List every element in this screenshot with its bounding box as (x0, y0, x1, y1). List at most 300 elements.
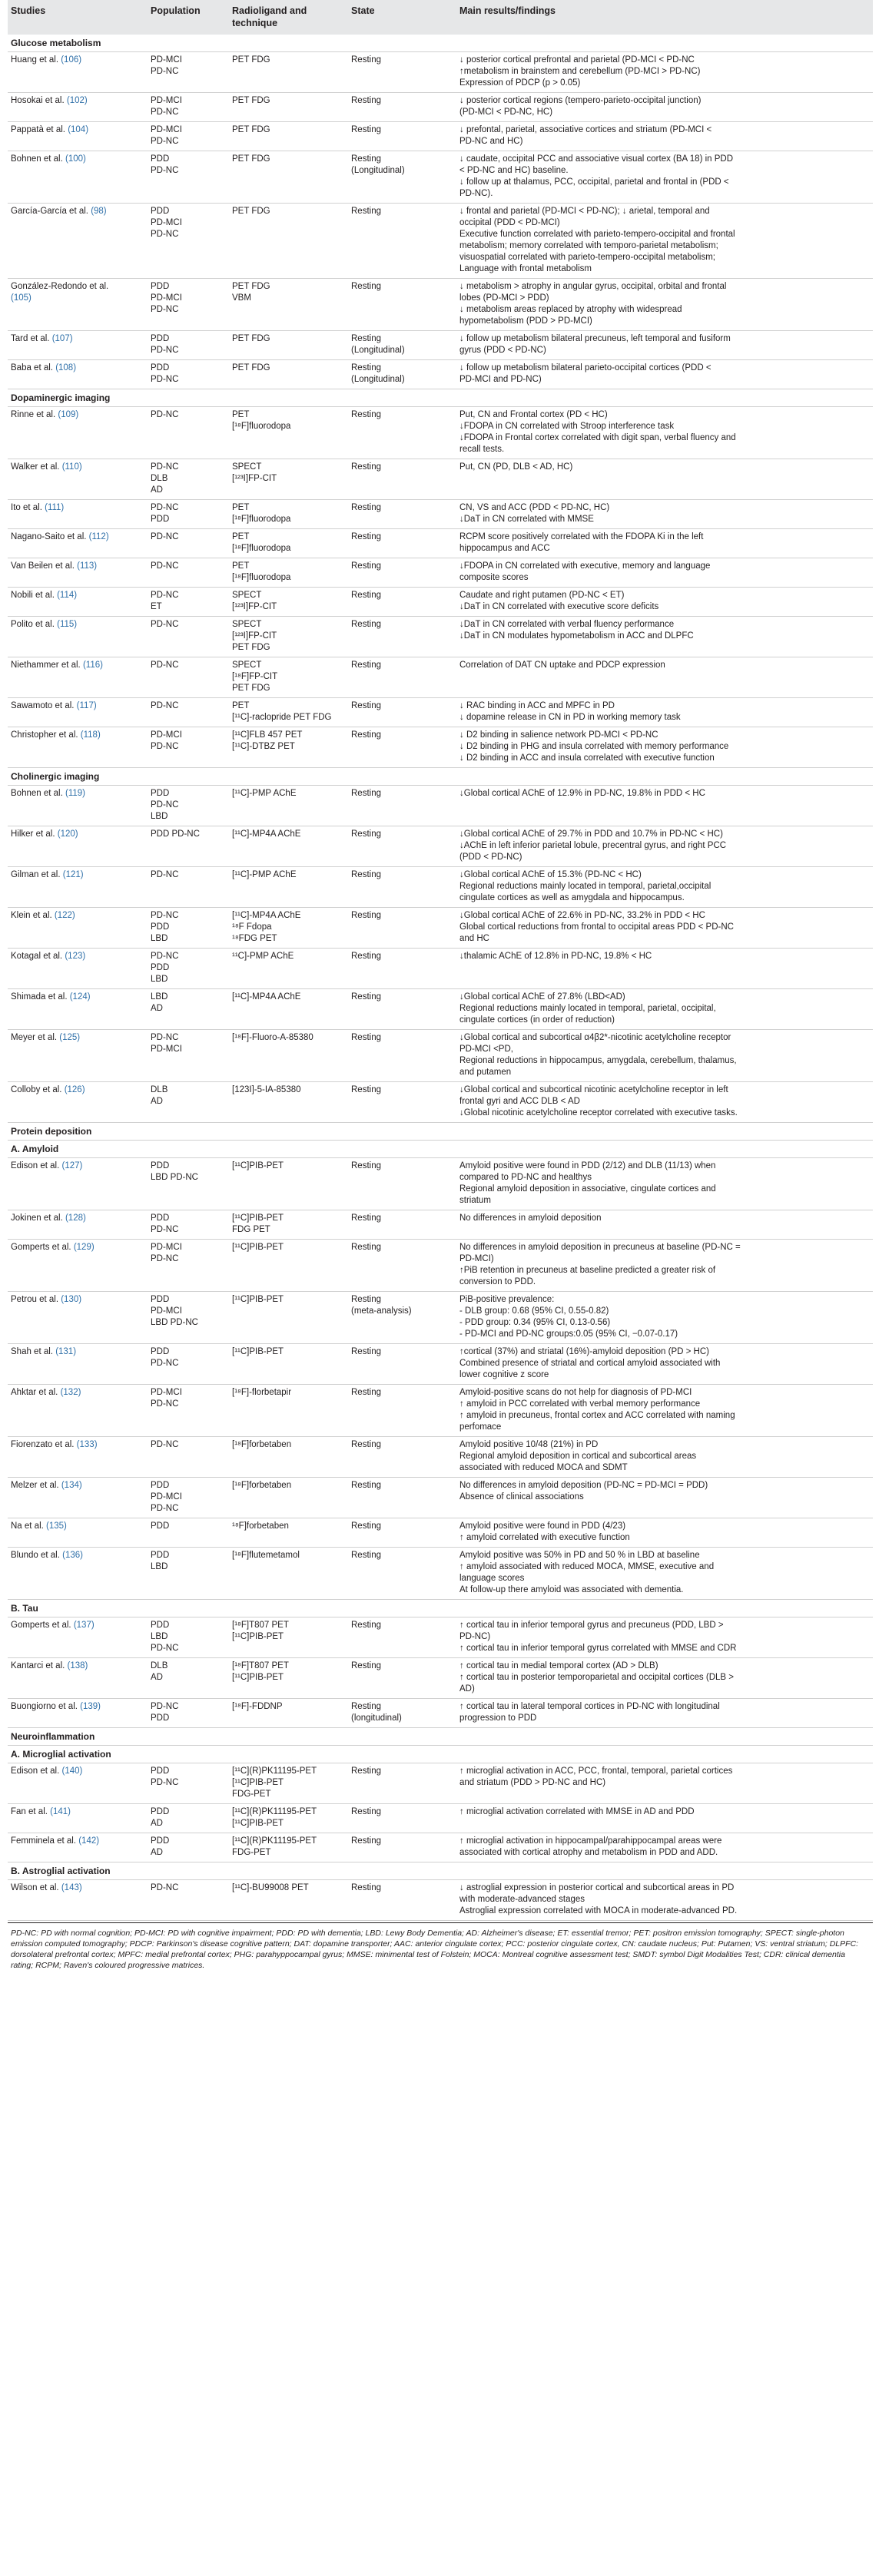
technique-cell: [¹⁸F]flutemetamol (232, 1551, 300, 1560)
state-cell: Resting (351, 55, 381, 65)
technique-cell: SPECT [¹²³I]FP-CIT (232, 462, 277, 483)
reference-link[interactable]: (128) (65, 1214, 86, 1223)
results-cell: PiB-positive prevalence: - DLB group: 0.68 (95% CI, 0.55-0.82) - PDD group: 0.34 (95% CI, 0.13-0.56) - PD-MCI and PD-NC groups:0.05 (95% CI, −0.07-0.17) (459, 1295, 678, 1339)
population-cell: PD-NC (151, 701, 179, 710)
table-row (8, 204, 873, 279)
header-radioligand: Radioligand and technique (232, 5, 307, 28)
population-cell: PD-NC PDD (151, 503, 179, 524)
results-cell: Correlation of DAT CN uptake and PDCP expression (459, 661, 665, 670)
state-cell: Resting (351, 1440, 381, 1449)
state-cell: Resting (351, 952, 381, 961)
study-name: Bohnen et al. (11, 789, 63, 798)
study-name: Meyer et al. (11, 1033, 58, 1042)
study-name: Sawamoto et al. (11, 701, 75, 710)
population-cell: PDD (151, 1521, 170, 1531)
technique-cell: PET [¹⁸F]fluorodopa (232, 503, 291, 524)
table-row (8, 588, 873, 617)
study-name: Na et al. (11, 1521, 44, 1531)
table-row (8, 93, 873, 122)
results-cell: ↓ astroglial expression in posterior cortical and subcortical areas in PD with moderate-advanced stages Astroglial expression correlated with MOCA in moderate-advanced PD. (459, 1883, 738, 1915)
reference-link[interactable]: (130) (61, 1295, 82, 1304)
section-heading: Glucose metabolism (8, 35, 873, 52)
technique-cell: PET [¹⁸F]fluorodopa (232, 410, 291, 431)
study-cell (8, 1766, 151, 1800)
state-cell: Resting (351, 591, 381, 600)
population-cell: PDD PD-NC (151, 829, 200, 839)
results-cell: No differences in amyloid deposition (PD-NC = PD-MCI = PDD) Absence of clinical associations (459, 1481, 708, 1502)
table-row (8, 867, 873, 908)
population-cell: PD-MCI PD-NC (151, 730, 182, 751)
state-cell: Resting (351, 661, 381, 670)
table-row (8, 331, 873, 360)
population-cell: PD-NC (151, 620, 179, 629)
technique-cell: [¹¹C]PIB-PET (232, 1161, 284, 1170)
study-cell (8, 1032, 151, 1078)
study-cell (8, 869, 151, 904)
table-row (8, 279, 873, 331)
study-cell (8, 951, 151, 985)
results-cell: ↓ follow up metabolism bilateral parieto-occipital cortices (PDD < PD-MCI and PD-NC) (459, 363, 711, 384)
population-cell: PD-NC (151, 661, 179, 670)
reference-link[interactable]: (112) (88, 532, 109, 541)
state-cell: Resting (Longitudinal) (351, 334, 405, 355)
technique-cell: [123I]-5-IA-85380 (232, 1085, 301, 1094)
technique-cell: PET FDG (232, 334, 270, 343)
study-cell (8, 660, 151, 694)
reference-link[interactable]: (107) (51, 334, 73, 343)
population-cell: DLB AD (151, 1661, 168, 1682)
results-cell: ↓Global cortical AChE of 12.9% in PD-NC, 19.8% in PDD < HC (459, 789, 705, 798)
study-cell (8, 910, 151, 945)
technique-cell: [¹¹C]PIB-PET (232, 1243, 284, 1252)
reference-link[interactable]: (141) (50, 1807, 71, 1816)
study-cell (8, 1084, 151, 1119)
table-row (8, 500, 873, 529)
population-cell: PDD AD (151, 1836, 170, 1857)
table-header (8, 0, 873, 35)
study-cell (8, 1550, 151, 1596)
technique-cell: [¹¹C]FLB 457 PET [¹¹C]-DTBZ PET (232, 730, 303, 751)
reference-link[interactable]: (120) (57, 829, 78, 839)
state-cell: Resting (351, 410, 381, 419)
technique-cell: [¹¹C]PIB-PET (232, 1295, 284, 1304)
study-cell (8, 1387, 151, 1433)
population-cell: PDD PD-MCI PD-NC (151, 1481, 182, 1513)
reference-link[interactable]: (104) (68, 125, 89, 134)
population-cell: PD-NC DLB AD (151, 462, 179, 495)
state-cell: Resting (351, 282, 381, 291)
table-body (8, 35, 873, 1921)
population-cell: PDD PD-NC (151, 334, 179, 355)
technique-cell: PET FDG (232, 125, 270, 134)
population-cell: PDD AD (151, 1807, 170, 1828)
study-name: Bohnen et al. (11, 154, 63, 164)
technique-cell: [¹⁸F]T807 PET [¹¹C]PIB-PET (232, 1661, 289, 1682)
study-name: Shimada et al. (11, 992, 68, 1002)
population-cell: PDD PD-NC LBD (151, 789, 179, 821)
reference-link[interactable]: (100) (65, 154, 86, 164)
results-cell: ↓ metabolism > atrophy in angular gyrus, occipital, orbital and frontal lobes (PD-MCI > PDD) ↓ metabolism areas replaced by atrophy with widespread hypometabolism (PDD > PD-MCI) (459, 282, 727, 326)
technique-cell: SPECT [¹²³I]FP-CIT PET FDG (232, 620, 277, 652)
study-cell (8, 1480, 151, 1515)
technique-cell: PET FDG VBM (232, 282, 270, 303)
reference-link[interactable]: (129) (73, 1243, 95, 1252)
table-row (8, 1437, 873, 1478)
state-cell: Resting (351, 1214, 381, 1223)
table-row (8, 1699, 873, 1728)
study-name: Nobili et al. (11, 591, 55, 600)
study-name: García-García et al. (11, 207, 88, 216)
technique-cell: PET [¹⁸F]fluorodopa (232, 561, 291, 582)
state-cell: Resting (351, 561, 381, 571)
study-name: Buongiorno et al. (11, 1702, 78, 1711)
table-row (8, 786, 873, 826)
table-footnote: PD-NC: PD with normal cognition; PD-MCI: PD with cognitive impairment; PDD: PD with dementia; LBD: Lewy Body Dementia; AD: Alzheimer's disease; ET: essential tremor; PET: positron emission tomography; SPECT: single-photon emission computed tomography; PDCP: Parkinson's disease cognitive pattern; DAT: dopamine transporter; AAC: anterior cingulate cortex; PCC: posterior cingulate cortex, CN: caudate nucleus; Put: Putamen; VS: ventral striatum; DLPFC: dorsolateral prefrontal cortex; MPFC: medial prefrontal cortex; PHG: parahyppocampal gyrus; MMSE: minimental test of Folstein; MOCA: Montreal cognitive assessment test; SMDT: symbol Digit Modalities Test; CDR: clinical dementia rating; RCPM; Raven's coloured progressive matrices. (8, 1922, 873, 1971)
results-cell: Put, CN (PD, DLB < AD, HC) (459, 462, 573, 472)
technique-cell: [¹¹C]-PMP AChE (232, 789, 297, 798)
state-cell: Resting (351, 870, 381, 879)
state-cell: Resting (351, 1521, 381, 1531)
study-name: Gomperts et al. (11, 1621, 71, 1630)
results-cell: ↑ microglial activation in ACC, PCC, frontal, temporal, parietal cortices and striatum (PDD > PD-NC and HC) (459, 1766, 733, 1787)
study-name: Edison et al. (11, 1161, 60, 1170)
population-cell: PD-MCI PD-NC (151, 125, 182, 146)
table-row (8, 407, 873, 459)
population-cell: PDD PD-MCI LBD PD-NC (151, 1295, 198, 1327)
population-cell: PD-NC (151, 1440, 179, 1449)
study-cell (8, 829, 151, 863)
state-cell: Resting (meta-analysis) (351, 1295, 412, 1316)
study-name: Gomperts et al. (11, 1243, 71, 1252)
reference-link[interactable]: (122) (54, 911, 75, 920)
study-cell (8, 1439, 151, 1474)
reference-link[interactable]: (106) (61, 55, 82, 65)
reference-link[interactable]: (102) (66, 96, 88, 105)
technique-cell: [¹¹C]-BU99008 PET (232, 1883, 309, 1892)
reference-link[interactable]: (105) (11, 293, 32, 303)
reference-link[interactable]: (123) (65, 952, 86, 961)
study-name: Edison et al. (11, 1766, 60, 1776)
technique-cell: [¹¹C]-MP4A AChE ¹⁸F Fdopa ¹⁸FDG PET (232, 911, 301, 943)
table-row (8, 1385, 873, 1437)
technique-cell: [¹¹C]PIB-PET (232, 1347, 284, 1356)
table-row (8, 122, 873, 151)
study-cell (8, 206, 151, 275)
reference-link[interactable]: (127) (61, 1161, 83, 1170)
reference-link[interactable]: (114) (57, 591, 78, 600)
table-row (8, 1210, 873, 1240)
reference-link[interactable]: (118) (80, 730, 101, 740)
study-name: Polito et al. (11, 620, 55, 629)
state-cell: Resting (351, 1161, 381, 1170)
population-cell: PDD LBD PD-NC (151, 1621, 179, 1653)
technique-cell: [¹⁸F]-florbetapir (232, 1388, 292, 1397)
reference-link[interactable]: (132) (60, 1388, 81, 1397)
table-row (8, 1292, 873, 1344)
study-name: Jokinen et al. (11, 1214, 63, 1223)
study-cell (8, 1882, 151, 1917)
technique-cell: PET FDG (232, 96, 270, 105)
subsection-heading: B. Astroglial activation (8, 1862, 873, 1880)
study-name: Petrou et al. (11, 1295, 59, 1304)
reference-link[interactable]: (140) (61, 1766, 83, 1776)
study-cell (8, 1701, 151, 1724)
population-cell: PDD PD-NC (151, 1214, 179, 1234)
study-name: Wilson et al. (11, 1883, 59, 1892)
study-cell (8, 124, 151, 147)
technique-cell: [¹⁸F]forbetaben (232, 1481, 292, 1490)
results-cell: Caudate and right putamen (PD-NC < ET) ↓DaT in CN correlated with executive score deficits (459, 591, 659, 611)
population-cell: PD-NC (151, 561, 179, 571)
study-cell (8, 1242, 151, 1288)
technique-cell: PET FDG (232, 207, 270, 216)
state-cell: Resting (351, 96, 381, 105)
study-name: Colloby et al. (11, 1085, 62, 1094)
study-cell (8, 700, 151, 723)
population-cell: PDD PD-MCI PD-NC (151, 207, 182, 239)
population-cell: PDD PD-MCI PD-NC (151, 282, 182, 314)
table-row (8, 1518, 873, 1548)
state-cell: Resting (351, 701, 381, 710)
header-studies: Studies (11, 5, 46, 16)
study-name: Van Beilen et al. (11, 561, 75, 571)
technique-cell: ¹⁸F]forbetaben (232, 1521, 289, 1531)
state-cell: Resting (351, 1766, 381, 1776)
results-cell: ↓Global cortical AChE of 15.3% (PD-NC < HC) Regional reductions mainly located in temporal, parietal,occipital cingulate cortices as well as amygdala and hippocampus. (459, 870, 711, 902)
population-cell: PD-MCI PD-NC (151, 1243, 182, 1263)
reference-link[interactable]: (139) (80, 1702, 101, 1711)
reference-link[interactable]: (121) (62, 870, 84, 879)
table-row (8, 1617, 873, 1658)
state-cell: Resting (351, 1551, 381, 1560)
table-row (8, 657, 873, 698)
reference-link[interactable]: (134) (61, 1481, 82, 1490)
table-row (8, 949, 873, 989)
study-name: Nagano-Saito et al. (11, 532, 87, 541)
population-cell: PD-NC ET (151, 591, 179, 611)
state-cell: Resting (351, 1621, 381, 1630)
reference-link[interactable]: (110) (61, 462, 82, 472)
population-cell: PDD LBD PD-NC (151, 1161, 198, 1182)
technique-cell: ¹¹C]-PMP AChE (232, 952, 294, 961)
results-cell: ↓ posterior cortical regions (tempero-parieto-occipital junction) (PD-MCI < PD-NC, HC) (459, 96, 702, 117)
reference-link[interactable]: (138) (67, 1661, 88, 1670)
study-cell (8, 363, 151, 386)
results-cell: ↓ frontal and parietal (PD-MCI < PD-NC); ↓ arietal, temporal and occipital (PDD < PD-MCI) Executive function correlated with parieto-tempero-occipital and frontal metabolism; memory correlated with temporo-parietal metabolism; visuospatial correlated with parieto-tempero-occipital metabolism; Language with frontal metabolism (459, 207, 735, 273)
results-cell: ↓Global cortical and subcortical nicotinic acetylcholine receptor in left frontal gyri and ACC DLB < AD ↓Global nicotinic acetylcholine receptor correlated with executive tasks. (459, 1085, 738, 1117)
reference-link[interactable]: (109) (58, 410, 79, 419)
study-name: Kantarci et al. (11, 1661, 65, 1670)
study-name: Femminela et al. (11, 1836, 77, 1846)
study-name: Ahktar et al. (11, 1388, 58, 1397)
results-cell: ↓ caudate, occipital PCC and associative visual cortex (BA 18) in PDD < PD-NC and HC) baseline. ↓ follow up at thalamus, PCC, occipital, parietal and frontal in (PDD < PD-NC). (459, 154, 734, 198)
technique-cell: [¹¹C](R)PK11195-PET FDG-PET (232, 1836, 317, 1857)
technique-cell: PET FDG (232, 154, 270, 164)
reference-link[interactable]: (116) (82, 661, 103, 670)
header-state: State (351, 5, 375, 16)
reference-link[interactable]: (124) (69, 992, 91, 1002)
study-cell (8, 154, 151, 200)
study-cell (8, 1620, 151, 1654)
study-cell (8, 462, 151, 496)
technique-cell: [¹¹C]-MP4A AChE (232, 829, 301, 839)
state-cell: Resting (351, 1033, 381, 1042)
results-cell: ↓Global cortical AChE of 29.7% in PDD and 10.7% in PD-NC < HC) ↓AChE in left inferior parietal lobule, precentral gyrus, and right PCC (PDD < PD-NC) (459, 829, 727, 862)
table-row (8, 360, 873, 389)
section-heading: Protein deposition (8, 1123, 873, 1141)
study-name: Huang et al. (11, 55, 59, 65)
reference-link[interactable]: (119) (65, 789, 85, 798)
results-cell: ↓ D2 binding in salience network PD-MCI < PD-NC ↓ D2 binding in PHG and insula correlated with memory performance ↓ D2 binding in ACC and insula correlated with executive function (459, 730, 729, 763)
study-cell (8, 1213, 151, 1236)
study-name: Pappatà et al. (11, 125, 65, 134)
results-cell: ↑ cortical tau in lateral temporal cortices in PD-NC with longitudinal progression to PDD (459, 1702, 720, 1723)
study-cell (8, 1836, 151, 1859)
technique-cell: [¹⁸F]T807 PET [¹¹C]PIB-PET (232, 1621, 289, 1641)
results-cell: ↓DaT in CN correlated with verbal fluency performance ↓DaT in CN modulates hypometabolism in ACC and DLPFC (459, 620, 694, 641)
study-name: Gilman et al. (11, 870, 61, 879)
table-row (8, 459, 873, 500)
study-cell (8, 409, 151, 455)
technique-cell: SPECT [¹⁸F]FP-CIT PET FDG (232, 661, 278, 693)
technique-cell: SPECT [¹²³I]FP-CIT (232, 591, 277, 611)
state-cell: Resting (351, 532, 381, 541)
reference-link[interactable]: (143) (61, 1883, 82, 1892)
study-name: Ito et al. (11, 503, 42, 512)
reference-link[interactable]: (142) (78, 1836, 100, 1846)
study-name: González-Redondo et al. (11, 282, 109, 291)
table-row (8, 1030, 873, 1082)
study-name: Melzer et al. (11, 1481, 59, 1490)
reference-link[interactable]: (136) (62, 1551, 83, 1560)
reference-link[interactable]: (111) (45, 503, 65, 512)
state-cell: Resting (351, 1661, 381, 1670)
population-cell: PDD PD-NC (151, 363, 179, 384)
population-cell: PD-NC PDD (151, 1702, 179, 1723)
reference-link[interactable]: (115) (57, 620, 78, 629)
table-row (8, 1833, 873, 1862)
population-cell: PD-NC (151, 410, 179, 419)
population-cell: PD-NC PDD LBD (151, 952, 179, 984)
reference-link[interactable]: (117) (76, 701, 97, 710)
technique-cell: [¹¹C]-MP4A AChE (232, 992, 301, 1002)
results-cell: ↓Global cortical AChE of 22.6% in PD-NC, 33.2% in PDD < HC Global cortical reductions from frontal to occipital areas PDD < PD-NC and HC (459, 911, 734, 943)
table-row (8, 826, 873, 867)
table-row (8, 617, 873, 657)
study-cell (8, 590, 151, 613)
reference-link[interactable]: (108) (55, 363, 77, 372)
reference-link[interactable]: (125) (59, 1033, 81, 1042)
results-cell: ↓thalamic AChE of 12.8% in PD-NC, 19.8% < HC (459, 952, 652, 961)
state-cell: Resting (351, 207, 381, 216)
results-cell: No differences in amyloid deposition (459, 1214, 602, 1223)
reference-link[interactable]: (98) (91, 207, 107, 216)
reference-link[interactable]: (133) (76, 1440, 98, 1449)
results-cell: ↑ cortical tau in inferior temporal gyrus and precuneus (PDD, LBD > PD-NC) ↑ cortical tau in inferior temporal gyrus correlated with MMSE and CDR (459, 1621, 737, 1653)
state-cell: Resting (351, 1243, 381, 1252)
study-cell (8, 788, 151, 823)
study-name: Hilker et al. (11, 829, 55, 839)
technique-cell: [¹⁸F]-Fluoro-A-85380 (232, 1033, 313, 1042)
table-row (8, 989, 873, 1030)
reference-link[interactable]: (137) (73, 1621, 95, 1630)
study-cell (8, 95, 151, 118)
state-cell: Resting (351, 1347, 381, 1356)
study-cell (8, 730, 151, 764)
reference-link[interactable]: (126) (64, 1085, 85, 1094)
results-cell: ↑cortical (37%) and striatal (16%)-amyloid deposition (PD > HC) Combined presence of striatal and cortical amyloid associated with lower cognitive z score (459, 1347, 721, 1379)
study-name: Fan et al. (11, 1807, 48, 1816)
reference-link[interactable]: (131) (55, 1347, 77, 1356)
table-row (8, 1880, 873, 1921)
study-cell (8, 333, 151, 356)
reference-link[interactable]: (135) (46, 1521, 67, 1531)
results-cell: Amyloid positive was 50% in PD and 50 % in LBD at baseline ↑ amyloid associated with reduced MOCA, MMSE, executive and language scores At follow-up there amyloid was associated with dementia. (459, 1551, 715, 1594)
header-results: Main results/findings (459, 5, 556, 16)
table-row (8, 529, 873, 558)
results-cell: Put, CN and Frontal cortex (PD < HC) ↓FDOPA in CN correlated with Stroop interference task ↓FDOPA in Frontal cortex correlated with digit span, verbal fluency and recall tests. (459, 410, 736, 454)
subsection-heading: A. Amyloid (8, 1141, 873, 1158)
table-row (8, 1240, 873, 1292)
technique-cell: [¹⁸F]forbetaben (232, 1440, 292, 1449)
state-cell: Resting (351, 503, 381, 512)
population-cell: PD-MCI PD-NC (151, 96, 182, 117)
population-cell: PDD PD-NC (151, 1347, 179, 1368)
state-cell: Resting (351, 1388, 381, 1397)
state-cell: Resting (351, 789, 381, 798)
study-name: Klein et al. (11, 911, 52, 920)
results-cell: CN, VS and ACC (PDD < PD-NC, HC) ↓DaT in CN correlated with MMSE (459, 503, 610, 524)
results-cell: ↓ RAC binding in ACC and MPFC in PD ↓ dopamine release in CN in PD in working memory task (459, 701, 681, 722)
table-row (8, 1344, 873, 1385)
state-cell: Resting (Longitudinal) (351, 154, 405, 175)
study-cell (8, 561, 151, 584)
results-cell: RCPM score positively correlated with the FDOPA Ki in the left hippocampus and ACC (459, 532, 704, 553)
population-cell: PDD LBD (151, 1551, 170, 1571)
technique-cell: PET FDG (232, 55, 270, 65)
results-cell: ↓ posterior cortical prefrontal and parietal (PD-MCI < PD-NC ↑metabolism in brainstem and cerebellum (PD-MCI > PD-NC) Expression of PDCP (p > 0.05) (459, 55, 701, 88)
state-cell: Resting (351, 992, 381, 1002)
population-cell: PD-NC (151, 870, 179, 879)
study-cell (8, 619, 151, 654)
state-cell: Resting (longitudinal) (351, 1702, 402, 1723)
study-name: Niethammer et al. (11, 661, 81, 670)
table-row (8, 1548, 873, 1600)
study-cell (8, 1660, 151, 1695)
study-name: Shah et al. (11, 1347, 53, 1356)
study-name: Christopher et al. (11, 730, 78, 740)
population-cell: PD-NC (151, 532, 179, 541)
results-cell: ↓ prefontal, parietal, associative cortices and striatum (PD-MCI < PD-NC and HC) (459, 125, 712, 146)
reference-link[interactable]: (113) (77, 561, 98, 571)
table-row (8, 1804, 873, 1833)
results-cell: Amyloid-positive scans do not help for diagnosis of PD-MCI ↑ amyloid in PCC correlated with verbal memory performance ↑ amyloid in precuneus, frontal cortex and ACC correlated with naming perfomace (459, 1388, 735, 1432)
table-row (8, 1478, 873, 1518)
study-name: Rinne et al. (11, 410, 56, 419)
results-cell: ↓FDOPA in CN correlated with executive, memory and language composite scores (459, 561, 711, 582)
population-cell: PD-NC PDD LBD (151, 911, 179, 943)
population-cell: DLB AD (151, 1085, 168, 1106)
study-name: Kotagal et al. (11, 952, 63, 961)
results-cell: ↓Global cortical AChE of 27.8% (LBD<AD) Regional reductions mainly located in temporal, parietal, occipital, cingulate cortices (in order of reduction) (459, 992, 716, 1025)
table-row (8, 52, 873, 93)
table-row (8, 1158, 873, 1210)
results-cell: ↓ follow up metabolism bilateral precuneus, left temporal and fusiform gyrus (PDD < PD-NC) (459, 334, 731, 355)
study-cell (8, 1806, 151, 1829)
population-cell: PDD PD-NC (151, 1766, 179, 1787)
technique-cell: [¹¹C](R)PK11195-PET [¹¹C]PIB-PET (232, 1807, 317, 1828)
table-row (8, 908, 873, 949)
